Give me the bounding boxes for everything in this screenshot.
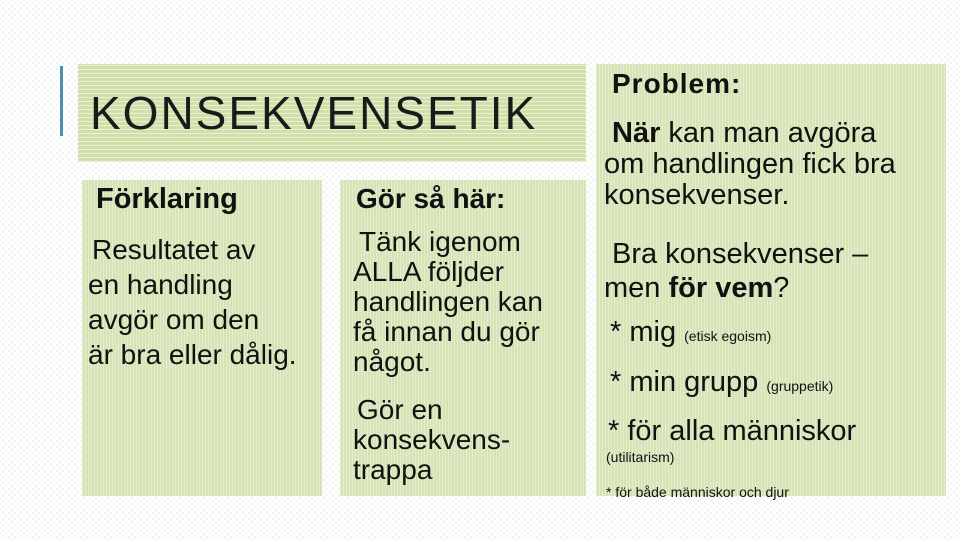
middle-line: konsekvens- bbox=[353, 424, 511, 455]
item-grupp-note: (gruppetik) bbox=[766, 378, 834, 394]
middle-line: få innan du gör bbox=[353, 316, 540, 347]
bra-line bbox=[604, 271, 868, 305]
middle-line: ALLA följder bbox=[353, 256, 504, 287]
item-mig-note: (etisk egoism) bbox=[684, 328, 772, 344]
question-bold: När bbox=[612, 117, 661, 149]
middle-line: Tänk igenom bbox=[359, 226, 521, 257]
item-mig bbox=[610, 316, 771, 349]
item-grupp-text: * min grupp bbox=[610, 366, 759, 398]
bra-post: ? bbox=[773, 272, 790, 304]
right-heading: Problem: bbox=[612, 68, 742, 99]
bra-pre: men bbox=[604, 272, 669, 304]
middle-line: trappa bbox=[353, 454, 433, 485]
left-line: en handling bbox=[88, 269, 233, 300]
middle-line: något. bbox=[353, 346, 431, 377]
bra-bold: för vem bbox=[668, 272, 774, 304]
question-line bbox=[604, 118, 896, 149]
middle-line: Gör en bbox=[357, 394, 443, 425]
item-mig-text: * mig bbox=[610, 316, 677, 348]
middle-line: handlingen kan bbox=[353, 286, 543, 317]
left-line: är bra eller dålig. bbox=[88, 339, 297, 370]
left-line: avgör om den bbox=[88, 304, 260, 335]
left-body bbox=[88, 232, 297, 372]
bra-block bbox=[604, 237, 868, 305]
question-line: om handlingen fick bra bbox=[604, 148, 896, 180]
left-heading: Förklaring bbox=[96, 183, 238, 215]
question-block bbox=[604, 118, 896, 211]
slide-title: KONSEKVENSETIK bbox=[90, 87, 538, 139]
left-line: Resultatet av bbox=[92, 234, 256, 265]
item-grupp bbox=[610, 366, 833, 399]
item-alla: * för alla människor bbox=[608, 415, 857, 447]
question-rest: kan man avgöra bbox=[660, 117, 877, 149]
item-alla-note: (utilitarism) bbox=[606, 449, 675, 465]
title-accent-bar bbox=[60, 66, 63, 136]
item-djur: * för både människor och djur bbox=[606, 484, 789, 500]
question-line: konsekvenser. bbox=[604, 179, 790, 211]
middle-heading: Gör så här: bbox=[356, 183, 506, 214]
middle-body bbox=[353, 227, 543, 377]
middle-body-2 bbox=[353, 395, 510, 485]
bra-line: Bra konsekvenser – bbox=[612, 238, 869, 270]
